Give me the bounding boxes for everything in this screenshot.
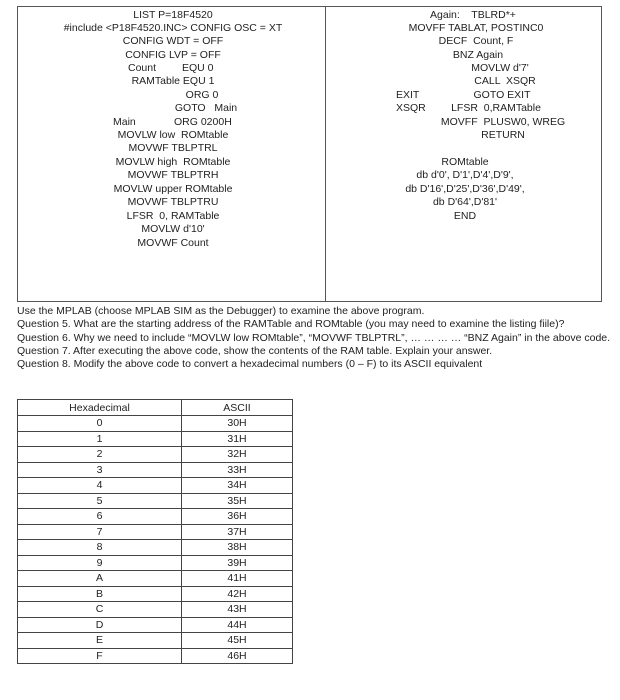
code-line: EQU 0 bbox=[182, 62, 214, 74]
ascii-cell: 37H bbox=[182, 524, 293, 540]
code-line: GOTO EXIT bbox=[473, 89, 531, 101]
table-row bbox=[18, 493, 293, 509]
code-line: CONFIG LVP = OFF bbox=[125, 49, 221, 61]
ascii-cell: 39H bbox=[182, 555, 293, 571]
ascii-cell: 32H bbox=[182, 447, 293, 463]
code-line: MOVLW d'7' bbox=[471, 62, 529, 74]
code-line: MOVFF PLUSW0, WREG bbox=[440, 116, 566, 128]
code-line: Count bbox=[128, 62, 157, 74]
code-line: MOVFF TABLAT, POSTINC0 bbox=[408, 22, 544, 34]
hex-cell: F bbox=[18, 648, 182, 664]
hex-ascii-table bbox=[17, 399, 293, 664]
table-row bbox=[18, 509, 293, 525]
table-header-row bbox=[18, 400, 293, 416]
column-divider bbox=[325, 7, 326, 301]
hex-cell: 0 bbox=[18, 416, 182, 432]
ascii-cell: 43H bbox=[182, 602, 293, 618]
ascii-cell: 35H bbox=[182, 493, 293, 509]
code-line: MOVWF Count bbox=[137, 237, 209, 249]
code-line: RETURN bbox=[481, 129, 525, 141]
code-line: db d'0', D'1',D'4',D'9', bbox=[416, 169, 514, 181]
question-6: Question 6. Why we need to include “MOVLW low ROMtable”, “MOVWF TBLPTRL”, … … … … “BNZ Again” in the above code. bbox=[17, 331, 611, 344]
code-line: LFSR 0,RAMTable bbox=[451, 102, 541, 114]
code-line: ORG 0200H bbox=[174, 116, 232, 128]
code-listing-box bbox=[17, 6, 602, 302]
header-hexadecimal: Hexadecimal bbox=[18, 400, 182, 416]
intro-line: Use the MPLAB (choose MPLAB SIM as the Debugger) to examine the above program. bbox=[17, 305, 425, 317]
code-line: #include <P18F4520.INC> CONFIG OSC = XT bbox=[63, 22, 283, 34]
hex-cell: 1 bbox=[18, 431, 182, 447]
hex-cell: B bbox=[18, 586, 182, 602]
hex-cell: 3 bbox=[18, 462, 182, 478]
table-row bbox=[18, 617, 293, 633]
code-line: Main bbox=[113, 116, 136, 128]
code-line: ROMtable bbox=[441, 156, 489, 168]
code-line: CONFIG WDT = OFF bbox=[122, 35, 224, 47]
code-line: db D'16',D'25',D'36',D'49', bbox=[405, 183, 525, 195]
table-row bbox=[18, 571, 293, 587]
hex-cell: 6 bbox=[18, 509, 182, 525]
question-text bbox=[17, 305, 612, 371]
code-line: MOVLW upper ROMtable bbox=[113, 183, 233, 195]
hex-cell: 2 bbox=[18, 447, 182, 463]
ascii-cell: 46H bbox=[182, 648, 293, 664]
code-line: RAMTable EQU 1 bbox=[131, 75, 215, 87]
table-row bbox=[18, 602, 293, 618]
header-ascii: ASCII bbox=[182, 400, 293, 416]
table-row bbox=[18, 586, 293, 602]
code-line: Again: TBLRD*+ bbox=[430, 9, 516, 21]
table-row bbox=[18, 431, 293, 447]
code-line: BNZ Again bbox=[452, 49, 504, 61]
table-row bbox=[18, 555, 293, 571]
code-line: MOVWF TBLPTRL bbox=[128, 142, 218, 154]
hex-cell: A bbox=[18, 571, 182, 587]
code-line: XSQR bbox=[396, 102, 426, 114]
ascii-cell: 31H bbox=[182, 431, 293, 447]
table-row bbox=[18, 524, 293, 540]
code-line: MOVLW high ROMtable bbox=[115, 156, 231, 168]
table-row bbox=[18, 478, 293, 494]
code-line: GOTO Main bbox=[174, 102, 238, 114]
hex-cell: 9 bbox=[18, 555, 182, 571]
table-row bbox=[18, 447, 293, 463]
code-line: MOVWF TBLPTRH bbox=[127, 169, 219, 181]
hex-cell: 5 bbox=[18, 493, 182, 509]
ascii-cell: 44H bbox=[182, 617, 293, 633]
ascii-cell: 33H bbox=[182, 462, 293, 478]
ascii-cell: 42H bbox=[182, 586, 293, 602]
question-8: Question 8. Modify the above code to convert a hexadecimal numbers (0 – F) to its ASCII equivalent bbox=[17, 358, 483, 371]
ascii-cell: 30H bbox=[182, 416, 293, 432]
code-line: CALL XSQR bbox=[474, 75, 536, 87]
table-row bbox=[18, 648, 293, 664]
code-line: MOVLW d'10' bbox=[141, 223, 205, 235]
question-5: Question 5. What are the starting address of the RAMTable and ROMtable (you may need to examine the listing fiile)? bbox=[17, 318, 565, 331]
hex-cell: E bbox=[18, 633, 182, 649]
code-line: END bbox=[453, 210, 477, 222]
ascii-cell: 41H bbox=[182, 571, 293, 587]
code-line: MOVLW low ROMtable bbox=[117, 129, 229, 141]
code-line: DECF Count, F bbox=[438, 35, 514, 47]
hex-cell: D bbox=[18, 617, 182, 633]
code-line: MOVWF TBLPTRU bbox=[127, 196, 219, 208]
code-line: EXIT bbox=[396, 89, 420, 101]
code-line: ORG 0 bbox=[185, 89, 219, 101]
table-row bbox=[18, 540, 293, 556]
table-row bbox=[18, 633, 293, 649]
table-row bbox=[18, 416, 293, 432]
code-line: db D'64',D'81' bbox=[432, 196, 498, 208]
question-7: Question 7. After executing the above code, show the contents of the RAM table. Explain your answer. bbox=[17, 344, 493, 357]
ascii-cell: 38H bbox=[182, 540, 293, 556]
table-row bbox=[18, 462, 293, 478]
hex-cell: C bbox=[18, 602, 182, 618]
hex-cell: 8 bbox=[18, 540, 182, 556]
ascii-cell: 34H bbox=[182, 478, 293, 494]
hex-cell: 7 bbox=[18, 524, 182, 540]
code-line: LIST P=18F4520 bbox=[133, 9, 213, 21]
ascii-cell: 45H bbox=[182, 633, 293, 649]
hex-cell: 4 bbox=[18, 478, 182, 494]
code-line: LFSR 0, RAMTable bbox=[126, 210, 220, 222]
ascii-cell: 36H bbox=[182, 509, 293, 525]
